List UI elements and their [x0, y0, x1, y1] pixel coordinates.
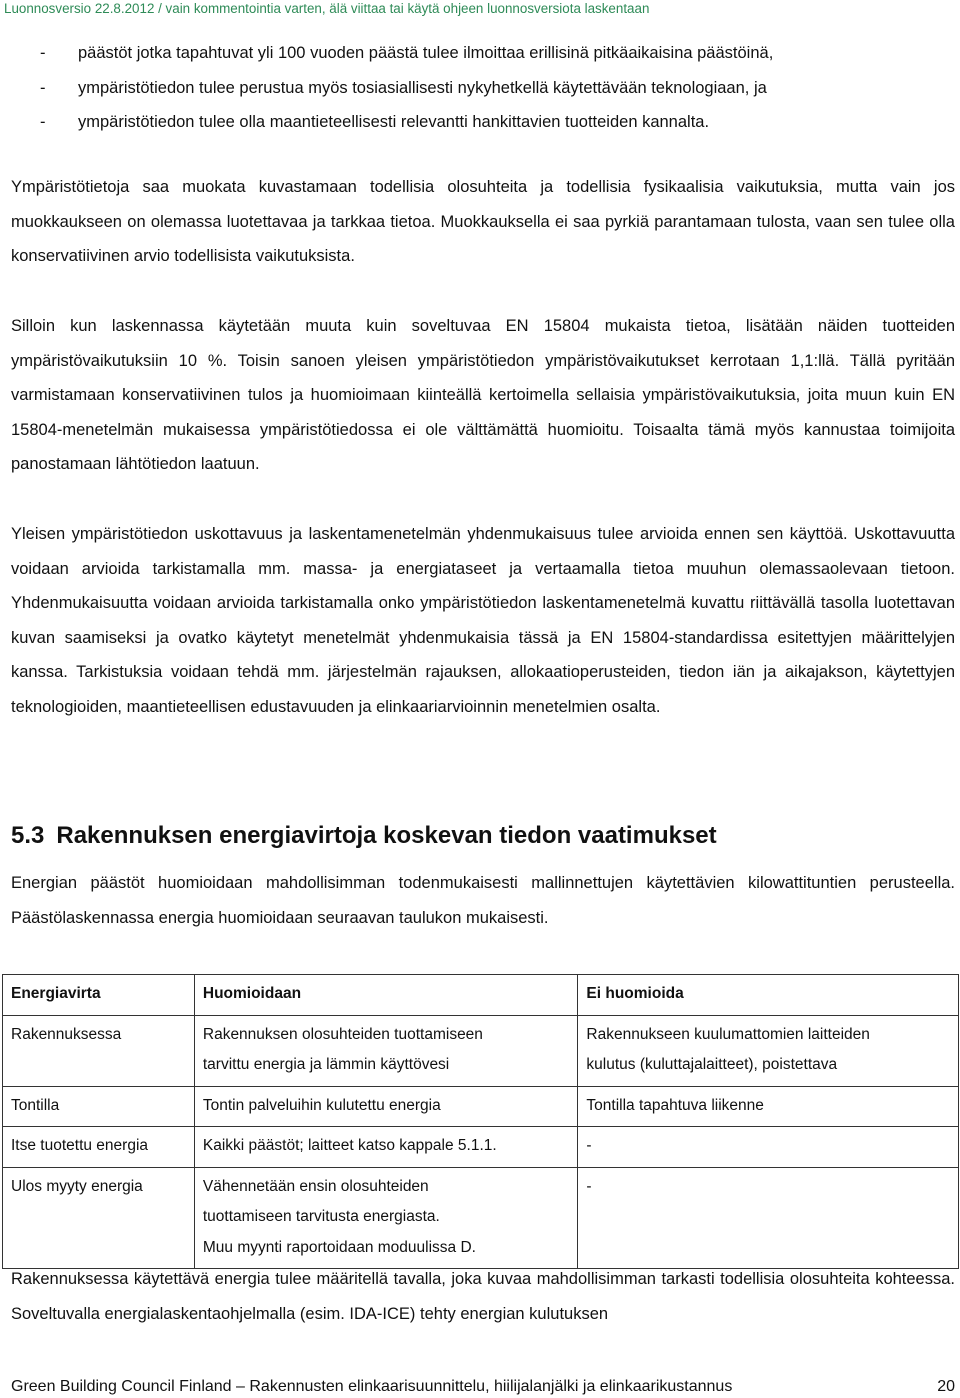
cell-included: [194, 1167, 578, 1269]
cell-line: Rakennukseen kuulumattomien laitteiden: [586, 1025, 870, 1043]
cell-included: [194, 1015, 578, 1086]
cell-line: Tontin palveluihin kulutettu energia: [202, 1096, 441, 1114]
energy-flow-table: [2, 974, 959, 1269]
cell-energy-flow: Rakennuksessa: [3, 1015, 195, 1086]
paragraph-generic-data-factor: Silloin kun laskennassa käytetään muuta kuin soveltuvaa EN 15804 mukaista tietoa, lisätään näiden tuotteiden ympäristövaikutuksiin 10 %. Toisin sanoen yleisen ympäristötiedon ympäristövaikutukset kerrotaan 1,1:llä. Tällä pyritään varmistamaan konservatiivinen tulos ja huomioimaan kiinteällä kertoimella sellaisia ympäristövaikutuksia, joita muun kuin EN 15804-menetelmän mukaisessa ympäristötiedossa ei ole välttämättä huomioitu. Toisaalta tämä myös kannustaa toimijoita panostamaan lähtötiedon laatuun.: [11, 317, 955, 473]
footer-text: Green Building Council Finland – Rakennusten elinkaarisuunnittelu, hiilijalanjälki ja elinkaarikustannus: [11, 1378, 733, 1395]
cell-excluded: [578, 1086, 959, 1127]
paragraph-data-adjustment: Ympäristötietoja saa muokata kuvastamaan todellisia olosuhteita ja todellisia fysikaalisia vaikutuksia, mutta vain jos muokkaukseen on olemassa luotettavaa ja tarkkaa tietoa. Muokkauksella ei saa pyrkiä parantamaan tulosta, vaan sen tulee olla konservatiivinen arvio todellisista vaikutuksista.: [11, 178, 955, 265]
cell-energy-flow: Tontilla: [3, 1086, 195, 1127]
cell-line: -: [586, 1137, 592, 1154]
list-item-text: ympäristötiedon tulee olla maantieteellisesti relevantti hankittavien tuotteiden kannalta.: [78, 113, 710, 131]
cell-line: Kaikki päästöt; laitteet katso kappale 5.1.1.: [202, 1137, 497, 1154]
table-header-row: [3, 975, 959, 1016]
page-number: 20: [937, 1378, 955, 1395]
list-item: [40, 71, 950, 106]
requirements-bullet-list: [40, 36, 950, 140]
section-title: Rakennuksen energiavirtoja koskevan tiedon vaatimukset: [56, 822, 717, 849]
list-item-text: ympäristötiedon tulee perustua myös tosiasiallisesti nykyhetkellä käytettävään teknologiaan, ja: [78, 78, 767, 97]
cell-line: tarvittu energia ja lämmin käyttövesi: [202, 1056, 450, 1073]
page-footer: [11, 1376, 955, 1398]
table-row: [3, 1127, 959, 1168]
section-heading: [11, 816, 717, 856]
bullet-dash: -: [40, 113, 46, 131]
cell-energy-flow: Itse tuotettu energia: [3, 1127, 195, 1168]
cell-line: Rakennuksen olosuhteiden tuottamiseen: [202, 1025, 483, 1043]
paragraph-energy-emissions: Energian päästöt huomioidaan mahdollisimman todenmukaisesti mallinnettujen käytettävien kilowattituntien perusteella. Päästölaskennassa energia huomioidaan seuraavan taulukon mukaisesti.: [11, 874, 955, 927]
paragraph-credibility-assessment: Yleisen ympäristötiedon uskottavuus ja laskentamenetelmän yhdenmukaisuus tulee arvioida ennen sen käyttöä. Uskottavuutta voidaan arvioida tarkistamalla mm. massa- ja energiataseet ja vertaamalla tietoa muuhun olemassaolevaan tietoon. Yhdenmukaisuutta voidaan arvioida tarkistamalla onko ympäristötiedon laskentamenetelmä kuvattu riittävällä tasolla luotettavan kuvan saamiseksi ja ovatko käytetyt menetelmät yhdenmukaisia tässä ja EN 15804-standardissa esitettyjen määrittelyjen kanssa. Tarkistuksia voidaan tehdä mm. järjestelmän rajauksen, allokaatioperusteiden, tiedon iän ja aikajakson, käytettyjen teknologioiden, maantieteellisen edustavuuden ja elinkaariarvioinnin menetelmien osalta.: [11, 525, 955, 716]
list-item: [40, 36, 950, 71]
cell-included: [194, 1127, 578, 1168]
cell-excluded: [578, 1015, 959, 1086]
cell-line: kulutus (kuluttajalaitteet), poistettava: [586, 1056, 838, 1073]
section-number: 5.3: [11, 822, 45, 849]
cell-included: [194, 1086, 578, 1127]
table-row: [3, 1015, 959, 1086]
cell-line: Vähennetään ensin olosuhteiden: [202, 1177, 429, 1195]
bullet-dash: -: [40, 44, 46, 62]
paragraph-building-energy: Rakennuksessa käytettävä energia tulee määritellä tavalla, joka kuvaa mahdollisimman tarkasti todellisia olosuhteita kohteessa. Soveltuvalla energialaskentaohjelmalla (esim. IDA-ICE) tehty energian kulutuksen: [11, 1270, 955, 1323]
column-header-excluded: Ei huomioida: [578, 975, 959, 1016]
cell-line: Tontilla tapahtuva liikenne: [586, 1096, 764, 1114]
cell-line: tuottamiseen tarvitusta energiasta.: [202, 1208, 440, 1225]
cell-excluded: [578, 1127, 959, 1168]
table-row: [3, 1167, 959, 1269]
cell-excluded: [578, 1167, 959, 1269]
table-row: [3, 1086, 959, 1127]
column-header-included: Huomioidaan: [194, 975, 578, 1016]
list-item: [40, 105, 950, 140]
bullet-dash: -: [40, 78, 46, 97]
draft-watermark-banner: Luonnosversio 22.8.2012 / vain kommentointia varten, älä viittaa tai käytä ohjeen luonnosversiota laskentaan: [4, 1, 650, 16]
cell-energy-flow: Ulos myyty energia: [3, 1167, 195, 1269]
cell-line: Muu myynti raportoidaan moduulissa D.: [202, 1238, 476, 1256]
list-item-text: päästöt jotka tapahtuvat yli 100 vuoden päästä tulee ilmoittaa erillisinä pitkäaikaisina päästöinä,: [78, 44, 774, 62]
column-header-energy-flow: Energiavirta: [3, 975, 195, 1016]
cell-line: -: [586, 1177, 592, 1195]
